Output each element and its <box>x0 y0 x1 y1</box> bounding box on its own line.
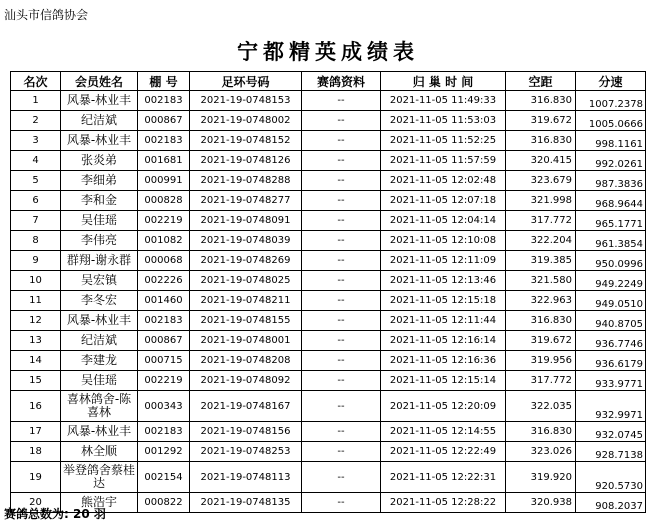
loft-number-cell: 001082 <box>138 231 190 251</box>
speed-cell: 936.7746 <box>576 331 646 351</box>
page-title: 宁都精英成绩表 <box>237 39 419 64</box>
column-header-name: 会员姓名 <box>61 72 138 91</box>
ring-number-cell: 2021-19-0748208 <box>190 351 302 371</box>
pigeon-info-cell: -- <box>302 271 381 291</box>
column-header-ring: 足环号码 <box>190 72 302 91</box>
member-name-cell: 风暴-林业丰 <box>61 311 138 331</box>
member-name-cell: 李建龙 <box>61 351 138 371</box>
member-name-cell: 纪洁斌 <box>61 111 138 131</box>
speed-cell: 933.9771 <box>576 371 646 391</box>
table-row <box>11 91 646 111</box>
distance-cell: 320.415 <box>506 151 576 171</box>
distance-cell: 322.035 <box>506 391 576 422</box>
pigeon-info-cell: -- <box>302 231 381 251</box>
pigeon-info-cell: -- <box>302 91 381 111</box>
arrival-time-cell: 2021-11-05 11:57:59 <box>381 151 506 171</box>
pigeon-info-cell: -- <box>302 351 381 371</box>
arrival-time-cell: 2021-11-05 11:49:33 <box>381 91 506 111</box>
ring-number-cell: 2021-19-0748288 <box>190 171 302 191</box>
loft-number-cell: 000068 <box>138 251 190 271</box>
member-name-cell: 举登鸽舍蔡桂达 <box>61 462 138 493</box>
rank-cell: 7 <box>11 211 61 231</box>
column-header-distance: 空距 <box>506 72 576 91</box>
arrival-time-cell: 2021-11-05 12:20:09 <box>381 391 506 422</box>
rank-cell: 16 <box>11 391 61 422</box>
ring-number-cell: 2021-19-0748039 <box>190 231 302 251</box>
rank-cell: 12 <box>11 311 61 331</box>
pigeon-info-cell: -- <box>302 462 381 493</box>
ring-number-cell: 2021-19-0748269 <box>190 251 302 271</box>
member-name-cell: 风暴-林业丰 <box>61 131 138 151</box>
rank-cell: 10 <box>11 271 61 291</box>
member-name-cell: 风暴-林业丰 <box>61 422 138 442</box>
loft-number-cell: 002226 <box>138 271 190 291</box>
speed-cell: 908.2037 <box>576 493 646 513</box>
distance-cell: 319.672 <box>506 331 576 351</box>
column-header-loft: 棚 号 <box>138 72 190 91</box>
arrival-time-cell: 2021-11-05 12:16:14 <box>381 331 506 351</box>
speed-cell: 1005.0666 <box>576 111 646 131</box>
arrival-time-cell: 2021-11-05 12:11:09 <box>381 251 506 271</box>
ring-number-cell: 2021-19-0748167 <box>190 391 302 422</box>
arrival-time-cell: 2021-11-05 12:14:55 <box>381 422 506 442</box>
distance-cell: 321.998 <box>506 191 576 211</box>
table-row <box>11 351 646 371</box>
arrival-time-cell: 2021-11-05 11:52:25 <box>381 131 506 151</box>
table-row <box>11 331 646 351</box>
speed-cell: 949.0510 <box>576 291 646 311</box>
speed-cell: 968.9644 <box>576 191 646 211</box>
loft-number-cell: 000867 <box>138 111 190 131</box>
distance-cell: 317.772 <box>506 371 576 391</box>
distance-cell: 317.772 <box>506 211 576 231</box>
ring-number-cell: 2021-19-0748025 <box>190 271 302 291</box>
rank-cell: 17 <box>11 422 61 442</box>
member-name-cell: 张炎弟 <box>61 151 138 171</box>
ring-number-cell: 2021-19-0748152 <box>190 131 302 151</box>
rank-cell: 6 <box>11 191 61 211</box>
arrival-time-cell: 2021-11-05 12:28:22 <box>381 493 506 513</box>
loft-number-cell: 002219 <box>138 211 190 231</box>
pigeon-info-cell: -- <box>302 391 381 422</box>
ring-number-cell: 2021-19-0748135 <box>190 493 302 513</box>
total-count <box>4 505 106 522</box>
pigeon-info-cell: -- <box>302 251 381 271</box>
rank-cell: 1 <box>11 91 61 111</box>
speed-cell: 965.1771 <box>576 211 646 231</box>
pigeon-info-cell: -- <box>302 131 381 151</box>
loft-number-cell: 002183 <box>138 91 190 111</box>
speed-cell: 940.8705 <box>576 311 646 331</box>
distance-cell: 322.204 <box>506 231 576 251</box>
table-row <box>11 211 646 231</box>
distance-cell: 323.026 <box>506 442 576 462</box>
speed-cell: 936.6179 <box>576 351 646 371</box>
distance-cell: 316.830 <box>506 131 576 151</box>
pigeon-info-cell: -- <box>302 311 381 331</box>
pigeon-info-cell: -- <box>302 111 381 131</box>
distance-cell: 316.830 <box>506 311 576 331</box>
arrival-time-cell: 2021-11-05 12:22:31 <box>381 462 506 493</box>
rank-cell: 11 <box>11 291 61 311</box>
rank-cell: 5 <box>11 171 61 191</box>
loft-number-cell: 001681 <box>138 151 190 171</box>
loft-number-cell: 000828 <box>138 191 190 211</box>
rank-cell: 9 <box>11 251 61 271</box>
speed-cell: 998.1161 <box>576 131 646 151</box>
rank-cell: 3 <box>11 131 61 151</box>
speed-cell: 932.9971 <box>576 391 646 422</box>
member-name-cell: 喜林鸽舍-陈喜林 <box>61 391 138 422</box>
arrival-time-cell: 2021-11-05 12:22:49 <box>381 442 506 462</box>
speed-cell: 987.3836 <box>576 171 646 191</box>
ring-number-cell: 2021-19-0748211 <box>190 291 302 311</box>
table-row <box>11 442 646 462</box>
speed-cell: 961.3854 <box>576 231 646 251</box>
rank-cell: 2 <box>11 111 61 131</box>
speed-cell: 992.0261 <box>576 151 646 171</box>
pigeon-info-cell: -- <box>302 371 381 391</box>
member-name-cell: 吴佳瑶 <box>61 371 138 391</box>
rank-cell: 8 <box>11 231 61 251</box>
table-row <box>11 371 646 391</box>
member-name-cell: 熊浩宇 <box>61 493 138 513</box>
results-table <box>10 71 646 513</box>
loft-number-cell: 000822 <box>138 493 190 513</box>
pigeon-info-cell: -- <box>302 442 381 462</box>
pigeon-info-cell: -- <box>302 211 381 231</box>
loft-number-cell: 002183 <box>138 311 190 331</box>
rank-cell: 14 <box>11 351 61 371</box>
speed-cell: 949.2249 <box>576 271 646 291</box>
table-row <box>11 462 646 493</box>
loft-number-cell: 002183 <box>138 422 190 442</box>
ring-number-cell: 2021-19-0748002 <box>190 111 302 131</box>
pigeon-info-cell: -- <box>302 493 381 513</box>
table-row <box>11 191 646 211</box>
ring-number-cell: 2021-19-0748113 <box>190 462 302 493</box>
rank-cell: 15 <box>11 371 61 391</box>
member-name-cell: 群翔-谢永群 <box>61 251 138 271</box>
distance-cell: 319.920 <box>506 462 576 493</box>
distance-cell: 320.938 <box>506 493 576 513</box>
distance-cell: 316.830 <box>506 422 576 442</box>
arrival-time-cell: 2021-11-05 11:53:03 <box>381 111 506 131</box>
table-row <box>11 391 646 422</box>
member-name-cell: 吴佳瑶 <box>61 211 138 231</box>
ring-number-cell: 2021-19-0748156 <box>190 422 302 442</box>
rank-cell: 20 <box>11 493 61 513</box>
arrival-time-cell: 2021-11-05 12:07:18 <box>381 191 506 211</box>
loft-number-cell: 002154 <box>138 462 190 493</box>
member-name-cell: 李细弟 <box>61 171 138 191</box>
table-row <box>11 311 646 331</box>
column-header-rank: 名次 <box>11 72 61 91</box>
pigeon-info-cell: -- <box>302 291 381 311</box>
table-header-row <box>11 72 646 91</box>
ring-number-cell: 2021-19-0748153 <box>190 91 302 111</box>
ring-number-cell: 2021-19-0748092 <box>190 371 302 391</box>
table-row <box>11 131 646 151</box>
rank-cell: 13 <box>11 331 61 351</box>
distance-cell: 322.963 <box>506 291 576 311</box>
column-header-info: 赛鸽资料 <box>302 72 381 91</box>
loft-number-cell: 001460 <box>138 291 190 311</box>
arrival-time-cell: 2021-11-05 12:15:18 <box>381 291 506 311</box>
rank-cell: 18 <box>11 442 61 462</box>
pigeon-info-cell: -- <box>302 151 381 171</box>
ring-number-cell: 2021-19-0748277 <box>190 191 302 211</box>
table-row <box>11 422 646 442</box>
member-name-cell: 纪洁斌 <box>61 331 138 351</box>
distance-cell: 319.956 <box>506 351 576 371</box>
table-row <box>11 111 646 131</box>
distance-cell: 323.679 <box>506 171 576 191</box>
distance-cell: 316.830 <box>506 91 576 111</box>
arrival-time-cell: 2021-11-05 12:10:08 <box>381 231 506 251</box>
loft-number-cell: 002183 <box>138 131 190 151</box>
pigeon-info-cell: -- <box>302 331 381 351</box>
rank-cell: 4 <box>11 151 61 171</box>
speed-cell: 920.5730 <box>576 462 646 493</box>
total-count-value: 20 <box>73 507 90 521</box>
arrival-time-cell: 2021-11-05 12:04:14 <box>381 211 506 231</box>
arrival-time-cell: 2021-11-05 12:11:44 <box>381 311 506 331</box>
total-count-unit: 羽 <box>93 507 106 521</box>
total-count-label: 赛鸽总数为: <box>4 507 69 521</box>
loft-number-cell: 002219 <box>138 371 190 391</box>
loft-number-cell: 000715 <box>138 351 190 371</box>
member-name-cell: 李伟亮 <box>61 231 138 251</box>
table-row <box>11 291 646 311</box>
pigeon-info-cell: -- <box>302 422 381 442</box>
distance-cell: 321.580 <box>506 271 576 291</box>
distance-cell: 319.672 <box>506 111 576 131</box>
rank-cell: 19 <box>11 462 61 493</box>
arrival-time-cell: 2021-11-05 12:16:36 <box>381 351 506 371</box>
table-row <box>11 171 646 191</box>
speed-cell: 1007.2378 <box>576 91 646 111</box>
ring-number-cell: 2021-19-0748091 <box>190 211 302 231</box>
member-name-cell: 李和金 <box>61 191 138 211</box>
table-row <box>11 231 646 251</box>
pigeon-info-cell: -- <box>302 191 381 211</box>
table-row <box>11 151 646 171</box>
member-name-cell: 吴宏镇 <box>61 271 138 291</box>
loft-number-cell: 000343 <box>138 391 190 422</box>
distance-cell: 319.385 <box>506 251 576 271</box>
ring-number-cell: 2021-19-0748126 <box>190 151 302 171</box>
pigeon-info-cell: -- <box>302 171 381 191</box>
table-row <box>11 251 646 271</box>
loft-number-cell: 000867 <box>138 331 190 351</box>
arrival-time-cell: 2021-11-05 12:02:48 <box>381 171 506 191</box>
member-name-cell: 风暴-林业丰 <box>61 91 138 111</box>
organization-name: 汕头市信鸽协会 <box>4 8 89 22</box>
table-row <box>11 271 646 291</box>
speed-cell: 928.7138 <box>576 442 646 462</box>
member-name-cell: 林全顺 <box>61 442 138 462</box>
speed-cell: 950.0996 <box>576 251 646 271</box>
ring-number-cell: 2021-19-0748155 <box>190 311 302 331</box>
arrival-time-cell: 2021-11-05 12:13:46 <box>381 271 506 291</box>
ring-number-cell: 2021-19-0748001 <box>190 331 302 351</box>
arrival-time-cell: 2021-11-05 12:15:14 <box>381 371 506 391</box>
member-name-cell: 李冬宏 <box>61 291 138 311</box>
column-header-time: 归 巢 时 间 <box>381 72 506 91</box>
speed-cell: 932.0745 <box>576 422 646 442</box>
loft-number-cell: 000991 <box>138 171 190 191</box>
loft-number-cell: 001292 <box>138 442 190 462</box>
column-header-speed: 分速 <box>576 72 646 91</box>
ring-number-cell: 2021-19-0748253 <box>190 442 302 462</box>
